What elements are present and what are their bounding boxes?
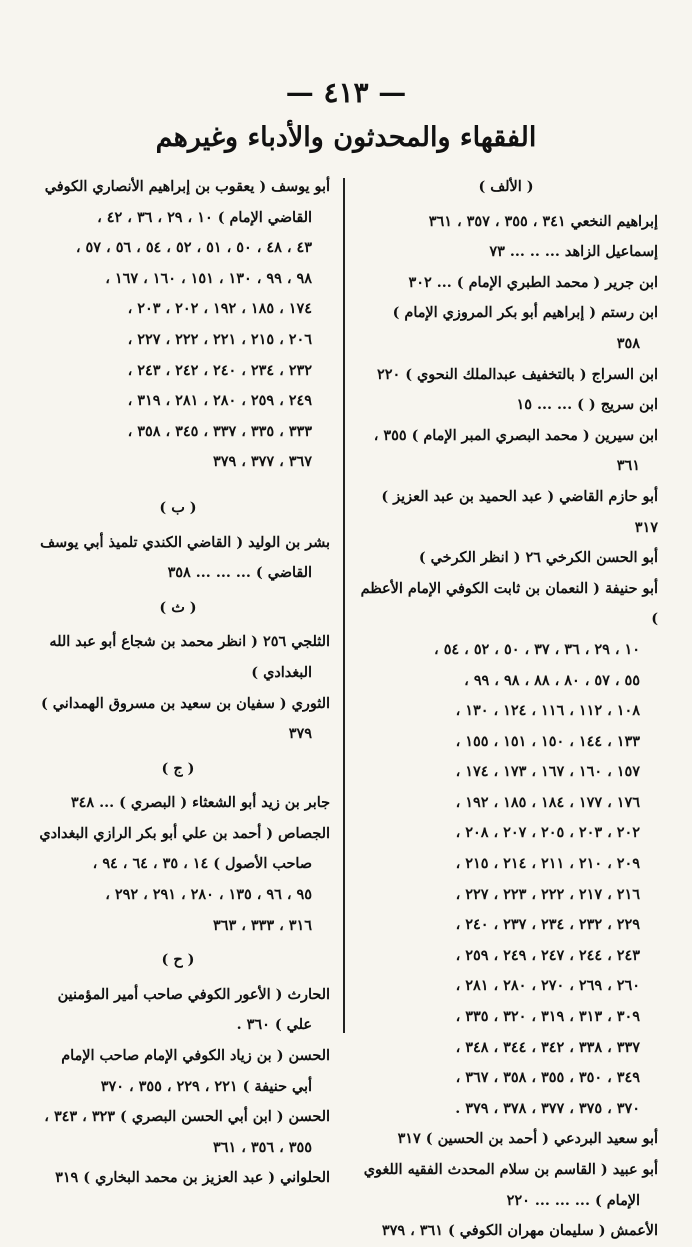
index-entry: إسماعيل الزاهد ... .. ... ٧٣ <box>489 243 658 261</box>
index-entry: أبو الحسن الكرخي ٢٦ ( انظر الكرخي ) <box>418 549 658 567</box>
index-entry-continuation: ٣٧٩ <box>288 725 312 743</box>
page-refs: ٣٣٣ ، ٣٣٥ ، ٣٣٧ ، ٣٤٥ ، ٣٥٨ ، <box>127 422 312 440</box>
page-refs: ٢٠٩ ، ٢١٠ ، ٢١١ ، ٢١٤ ، ٢١٥ ، <box>455 855 640 873</box>
index-entry-continuation: البغدادي ) <box>251 663 312 681</box>
index-entry-continuation: ٣٦١ <box>616 457 640 475</box>
page-number: — ٤١٣ — <box>285 76 407 109</box>
index-entry-continuation: ٣٥٥ ، ٣٥٦ ، ٣٦١ <box>213 1138 312 1156</box>
index-column-right <box>354 172 658 1247</box>
index-entry: ابن سريج ( ) ... ... ١٥ <box>516 396 658 414</box>
section-header-tha: ( ث ) <box>159 598 197 616</box>
index-entry: ابن رستم ( إبراهيم أبو بكر المروزي الإمام ) <box>392 304 658 322</box>
index-entry-continuation: صاحب الأصول ) ١٤ ، ٣٥ ، ٦٤ ، ٩٤ ، <box>92 855 312 873</box>
index-entry: الحلواني ( عبد العزيز بن محمد البخاري ) ٣١٩ <box>55 1169 330 1187</box>
page-refs: ٢٤٣ ، ٢٤٤ ، ٢٤٧ ، ٢٤٩ ، ٢٥٩ ، <box>455 946 640 964</box>
page-refs: ١٧٤ ، ١٨٥ ، ١٩٢ ، ٢٠٢ ، ٢٠٣ ، <box>127 300 312 318</box>
section-header-ha: ( ح ) <box>161 951 195 969</box>
page-refs: ٩٥ ، ٩٦ ، ١٣٥ ، ٢٨٠ ، ٢٩١ ، ٢٩٢ ، <box>105 886 312 904</box>
index-entry: أبو يوسف ( يعقوب بن إبراهيم الأنصاري الكوفي <box>44 178 330 195</box>
index-entry: أبو حازم القاضي ( عبد الحميد بن عبد العزيز ) ٣١٧ <box>381 487 658 536</box>
index-entry-continuation: أبي حنيفة ) ٢٢١ ، ٢٢٩ ، ٣٥٥ ، ٣٧٠ <box>100 1077 312 1095</box>
index-entry: الأعمش ( سليمان مهران الكوفي ) ٣٦١ ، ٣٧٩ <box>381 1222 658 1240</box>
index-entry: الحسن ( ابن أبي الحسن البصري ) ٣٢٣ ، ٣٤٣ ، <box>44 1108 330 1126</box>
index-entry: جابر بن زيد أبو الشعثاء ( البصري ) ... ٣٤٨ <box>70 794 330 812</box>
index-entry: الجصاص ( أحمد بن علي أبو بكر الرازي البغدادي <box>39 824 330 842</box>
page-refs: ٣٤٩ ، ٣٥٠ ، ٣٥٥ ، ٣٥٨ ، ٣٦٧ ، <box>455 1069 640 1087</box>
index-entry: أبو حنيفة ( النعمان بن ثابت الكوفي الإمام الأعظم ) <box>360 579 658 628</box>
section-header-jim: ( ج ) <box>161 759 195 777</box>
index-entry-continuation: الإمام ) ... ... ... ٢٢٠ <box>506 1191 640 1209</box>
index-entry: الحسن ( بن زياد الكوفي الإمام صاحب الإمام <box>61 1047 330 1065</box>
page-refs: ٣١٦ ، ٣٣٣ ، ٣٦٣ <box>213 916 312 934</box>
index-entry: ابن جرير ( محمد الطبري الإمام ) ... ٣٠٢ <box>408 273 658 291</box>
page-refs: ٣٣٧ ، ٣٣٨ ، ٣٤٢ ، ٣٤٤ ، ٣٤٨ ، <box>455 1038 640 1056</box>
index-entry: أبو سعيد البردعي ( أحمد بن الحسين ) ٣١٧ <box>397 1130 658 1148</box>
page-refs: ١٥٧ ، ١٦٠ ، ١٦٧ ، ١٧٣ ، ١٧٤ ، <box>455 763 640 781</box>
index-entry: ابن السراج ( بالتخفيف عبدالملك النحوي ) ٢٢٠ <box>376 365 658 383</box>
index-entry-continuation: القاضي الإمام ) ١٠ ، ٢٩ ، ٣٦ ، ٤٢ ، <box>97 208 312 226</box>
index-entry: الحارث ( الأعور الكوفي صاحب أمير المؤمنين <box>57 985 330 1003</box>
index-entry: أبو عبيد ( القاسم بن سلام المحدث الفقيه اللغوي <box>363 1161 658 1178</box>
index-column-left <box>26 172 330 1194</box>
section-header-ba: ( ب ) <box>159 498 197 516</box>
index-entry: ابن سيرين ( محمد البصري المبر الإمام ) ٣٥٥ ، <box>373 426 658 444</box>
page-refs: ٢٢٩ ، ٢٣٢ ، ٢٣٤ ، ٢٣٧ ، ٢٤٠ ، <box>455 916 640 934</box>
page-refs: ٣٧٠ ، ٣٧٥ ، ٣٧٧ ، ٣٧٨ ، ٣٧٩ . <box>455 1099 640 1117</box>
page-refs: ١٠٨ ، ١١٢ ، ١١٦ ، ١٢٤ ، ١٣٠ ، <box>455 702 640 720</box>
index-entry: الثوري ( سفيان بن سعيد بن مسروق الهمداني ) <box>40 694 330 712</box>
index-entry-continuation: علي ) ٣٦٠ . <box>236 1016 312 1034</box>
page-refs: ١٣٣ ، ١٤٤ ، ١٥٠ ، ١٥١ ، ١٥٥ ، <box>455 732 640 750</box>
page-refs: ٩٨ ، ٩٩ ، ١٣٠ ، ١٥١ ، ١٦٠ ، ١٦٧ ، <box>105 269 312 287</box>
page-refs: ٢٠٦ ، ٢١٥ ، ٢٢١ ، ٢٢٢ ، ٢٢٧ ، <box>127 330 312 348</box>
section-header-alif: ( الألف ) <box>478 178 534 195</box>
page-refs: ١٧٦ ، ١٧٧ ، ١٨٤ ، ١٨٥ ، ١٩٢ ، <box>455 793 640 811</box>
page-refs: ١٠ ، ٢٩ ، ٣٦ ، ٣٧ ، ٥٠ ، ٥٢ ، ٥٤ ، <box>434 640 640 658</box>
page-refs: ٢٤٩ ، ٢٥٩ ، ٢٨٠ ، ٢٨١ ، ٣١٩ ، <box>127 392 312 410</box>
page-refs: ٢٠٢ ، ٢٠٣ ، ٢٠٥ ، ٢٠٧ ، ٢٠٨ ، <box>455 824 640 842</box>
page-refs: ٥٥ ، ٥٧ ، ٨٠ ، ٨٨ ، ٩٨ ، ٩٩ ، <box>464 671 640 689</box>
index-entry-continuation: ٣٥٨ <box>616 334 640 352</box>
index-entry: بشر بن الوليد ( القاضي الكندي تلميذ أبي يوسف <box>40 533 330 551</box>
page-title: الفقهاء والمحدثون والأدباء وغيرهم <box>155 122 537 153</box>
page-refs: ٢٦٠ ، ٢٦٩ ، ٢٧٠ ، ٢٨٠ ، ٢٨١ ، <box>455 977 640 995</box>
index-entry: الثلجي ٢٥٦ ( انظر محمد بن شجاع أبو عبد الله <box>49 633 330 651</box>
page-refs: ٣٦٧ ، ٣٧٧ ، ٣٧٩ <box>213 453 312 471</box>
page-refs: ٣٠٩ ، ٣١٣ ، ٣١٩ ، ٣٢٠ ، ٣٣٥ ، <box>455 1008 640 1026</box>
page-refs: ٤٣ ، ٤٨ ، ٥٠ ، ٥١ ، ٥٢ ، ٥٤ ، ٥٦ ، ٥٧ ، <box>75 239 312 257</box>
index-entry: إبراهيم النخعي ٣٤١ ، ٣٥٥ ، ٣٥٧ ، ٣٦١ <box>428 212 658 230</box>
page-refs: ٢٣٢ ، ٢٣٤ ، ٢٤٠ ، ٢٤٢ ، ٢٤٣ ، <box>127 361 312 379</box>
column-divider <box>343 178 345 1033</box>
page-refs: ٢١٦ ، ٢١٧ ، ٢٢٢ ، ٢٢٣ ، ٢٢٧ ، <box>455 885 640 903</box>
index-entry-continuation: القاضي ) ... ... ... ٣٥٨ <box>167 564 312 582</box>
